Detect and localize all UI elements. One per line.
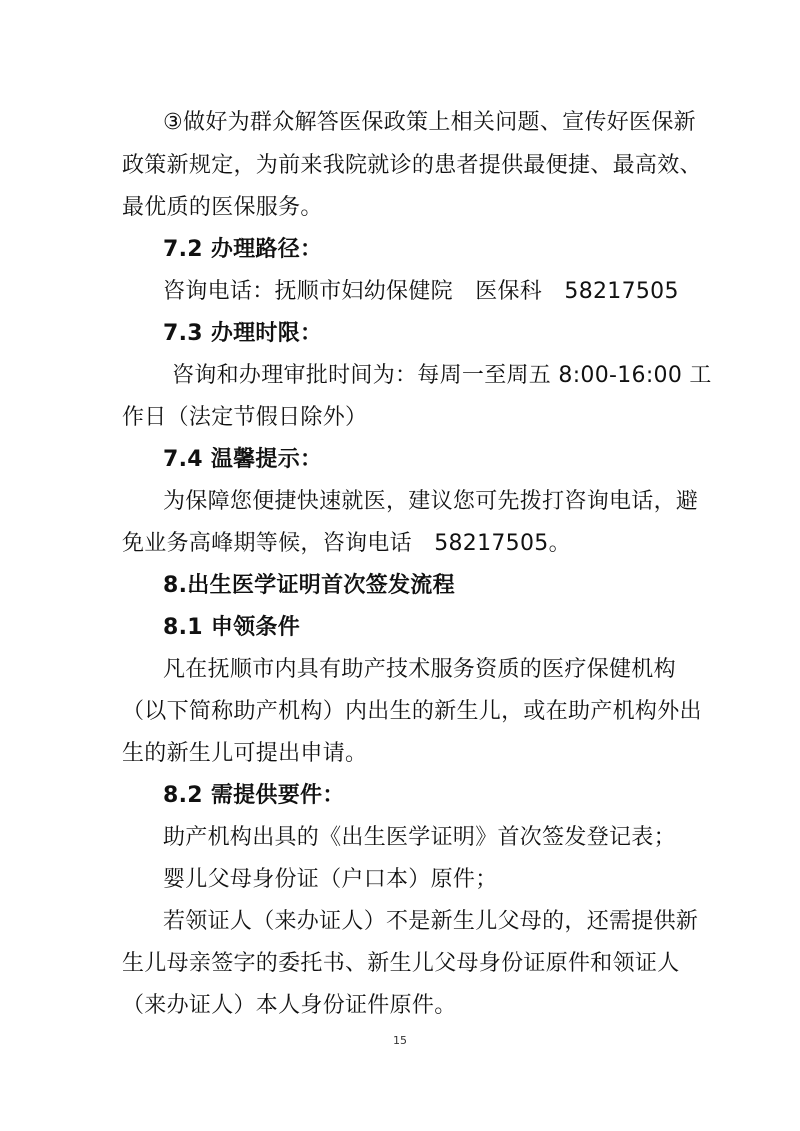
paragraph-line: 生的新生儿可提出申请。 — [122, 741, 368, 766]
paragraph-line: 为保障您便捷快速就医，建议您可先拨打咨询电话，避 — [163, 489, 699, 514]
paragraph-line: 免业务高峰期等候，咨询电话 58217505。 — [122, 531, 571, 556]
paragraph-line: 婴儿父母身份证（户口本）原件； — [163, 867, 498, 892]
page-number: 15 — [393, 1034, 407, 1047]
paragraph-line: 最优质的医保服务。 — [122, 195, 323, 220]
paragraph-line: ③做好为群众解答医保政策上相关问题、宣传好医保新 — [163, 110, 696, 135]
paragraph-line: 作日（法定节假日除外） — [122, 405, 368, 430]
section-heading: 7.4 温馨提示： — [163, 447, 323, 472]
paragraph-line: 助产机构出具的《出生医学证明》首次签发登记表； — [163, 825, 676, 850]
paragraph-line: 凡在抚顺市内具有助产技术服务资质的医疗保健机构 — [163, 657, 676, 682]
paragraph-line: 政策新规定，为前来我院就诊的患者提供最便捷、最高效、 — [122, 153, 702, 178]
paragraph-line: 若领证人（来办证人）不是新生儿父母的，还需提供新 — [163, 909, 699, 934]
section-heading: 7.2 办理路径： — [163, 237, 323, 262]
paragraph-line: （以下简称助产机构）内出生的新生儿，或在助产机构外出 — [122, 699, 702, 724]
paragraph-line: 咨询和办理审批时间为：每周一至周五 8:00-16:00 工 — [172, 363, 712, 388]
paragraph-line: 生儿母亲签字的委托书、新生儿父母身份证原件和领证人 — [122, 951, 680, 976]
paragraph-line: 咨询电话：抚顺市妇幼保健院 医保科 58217505 — [163, 279, 679, 304]
paragraph-line: （来办证人）本人身份证件原件。 — [122, 993, 457, 1018]
section-heading: 8.2 需提供要件： — [163, 783, 345, 808]
section-heading: 7.3 办理时限： — [163, 321, 323, 346]
section-heading: 8.1 申领条件 — [163, 615, 301, 640]
section-heading: 8.出生医学证明首次签发流程 — [163, 573, 455, 598]
